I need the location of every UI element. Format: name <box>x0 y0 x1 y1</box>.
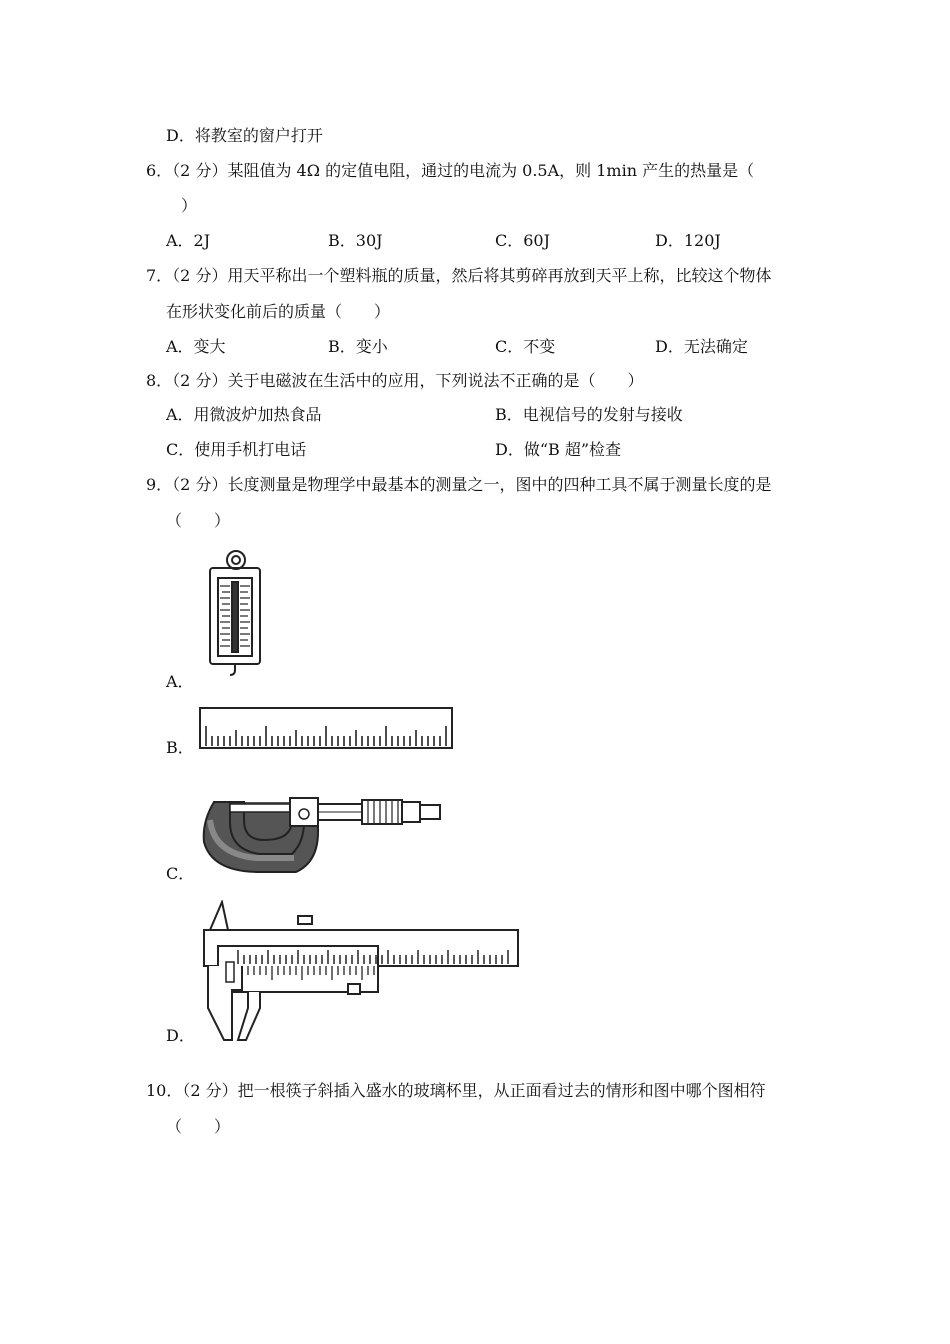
q7-option-b: B．变小 <box>328 337 388 356</box>
q8-stem: 8．（2 分）关于电磁波在生活中的应用，下列说法不正确的是（ ） <box>146 371 644 390</box>
spring-scale-figure <box>204 548 268 678</box>
q7-option-a: A．变大 <box>166 337 226 356</box>
q8-option-a: A．用微波炉加热食品 <box>166 405 322 424</box>
q6-stem-line1: 6．（2 分）某阻值为 4Ω 的定值电阻，通过的电流为 0.5A，则 1min 产生的热量是（ <box>146 161 755 180</box>
q8-option-b: B．电视信号的发射与接收 <box>495 405 683 424</box>
ruler-figure <box>198 706 454 750</box>
q9-option-d-label: D． <box>166 1026 195 1045</box>
q9-option-c-label: C． <box>166 864 195 883</box>
q8-option-d: D．做“B 超”检查 <box>495 440 622 459</box>
q9-stem-line2: （ ） <box>166 511 231 530</box>
q6-option-a: A．2J <box>166 231 211 250</box>
q9-stem-line1: 9．（2 分）长度测量是物理学中最基本的测量之一，图中的四种工具不属于测量长度的是 <box>146 475 772 494</box>
q6-option-d: D．120J <box>655 231 721 250</box>
q7-stem-line2: 在形状变化前后的质量（ ） <box>166 302 391 321</box>
q5-option-d: D．将教室的窗户打开 <box>166 126 323 145</box>
q6-stem-line2: ） <box>181 196 198 215</box>
q7-stem-line1: 7．（2 分）用天平称出一个塑料瓶的质量，然后将其剪碎再放到天平上称，比较这个物体 <box>146 266 772 285</box>
micrometer-figure <box>200 792 446 876</box>
q10-stem-line2: （ ） <box>166 1117 231 1136</box>
q9-option-b-label: B． <box>166 738 194 757</box>
q6-option-c: C．60J <box>495 231 551 250</box>
q7-option-c: C．不变 <box>495 337 556 356</box>
vernier-caliper-figure <box>198 900 520 1044</box>
q10-stem-line1: 10．（2 分）把一根筷子斜插入盛水的玻璃杯里，从正面看过去的情形和图中哪个图相符 <box>146 1081 766 1100</box>
q6-option-b: B．30J <box>328 231 383 250</box>
q9-option-a-label: A． <box>166 672 194 691</box>
q7-option-d: D．无法确定 <box>655 337 748 356</box>
q8-option-c: C．使用手机打电话 <box>166 440 307 459</box>
